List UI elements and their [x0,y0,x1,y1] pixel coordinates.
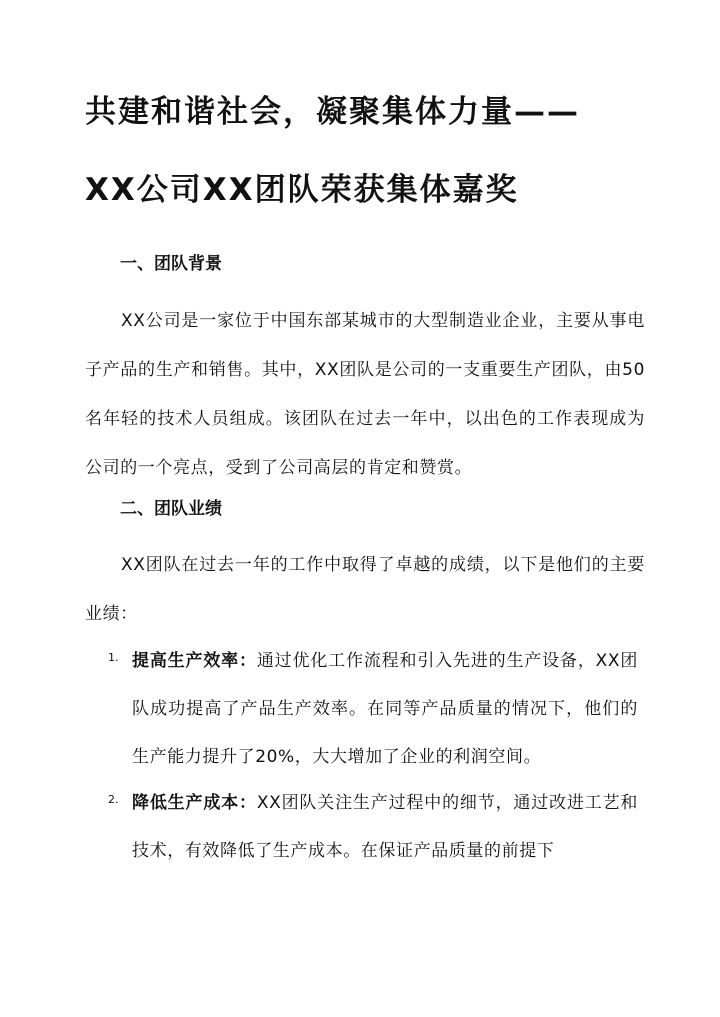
list-item-number: 1. [108,651,119,664]
list-item-lead: 提高生产效率： [132,651,257,671]
page-title-line-2: XX公司XX团队荣获集体嘉奖 [85,172,519,208]
list-item-text: 通过优化工作流程和引入先进的生产设备，XX团队成功提高了产品生产效率。在同等产品质量的情况下，他们的生产能力提升了20%，大大增加了企业的利润空间。 [132,651,638,767]
list-item [108,637,638,781]
list-item-lead: 降低生产成本： [132,793,257,813]
list-item-body [132,637,638,781]
page-title-line-1: 共建和谐社会，凝聚集体力量—— [85,94,580,130]
section-heading-achievements: 二、团队业绩 [120,499,222,519]
list-item-number: 2. [108,793,119,806]
list-item-text: XX团队关注生产过程中的细节，通过改进工艺和技术，有效降低了生产成本。在保证产品质量的前提下 [132,793,638,861]
list-item-body [132,779,638,875]
background-paragraph: XX公司是一家位于中国东部某城市的大型制造业企业，主要从事电子产品的生产和销售。其中，XX团队是公司的一支重要生产团队，由50名年轻的技术人员组成。该团队在过去一年中，以出色的工作表现成为公司的一个亮点，受到了公司高层的肯定和赞赏。 [85,311,645,478]
achievements-intro-paragraph: XX团队在过去一年的工作中取得了卓越的成绩，以下是他们的主要业绩： [85,555,645,624]
list-item [108,779,638,875]
section-heading-background: 一、团队背景 [120,254,222,274]
